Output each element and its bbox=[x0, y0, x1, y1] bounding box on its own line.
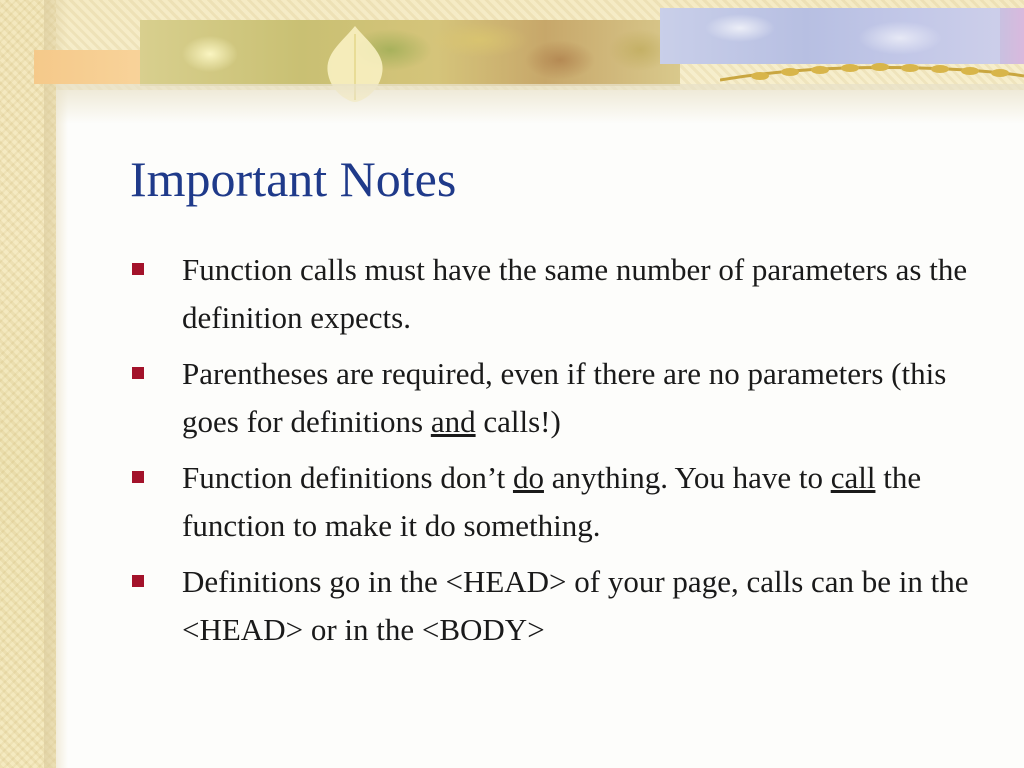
bullet-marker-icon bbox=[132, 367, 144, 379]
bullet-text: the function to make it do something. bbox=[182, 460, 922, 543]
bullet-item bbox=[130, 558, 1000, 654]
underlined-text: call bbox=[830, 460, 876, 495]
underlined-text: do bbox=[512, 460, 544, 495]
bullet-marker-icon bbox=[132, 575, 144, 587]
header-shadow bbox=[56, 84, 1024, 124]
underlined-text: and bbox=[430, 404, 476, 439]
bullet-item bbox=[130, 454, 1000, 550]
bullet-item bbox=[130, 350, 1000, 446]
bullet-list bbox=[130, 246, 1000, 662]
wheat-icon bbox=[720, 56, 1024, 86]
bullet-marker-icon bbox=[132, 263, 144, 275]
slide-title: Important Notes bbox=[130, 151, 457, 207]
bullet-text: Parentheses are required, even if there are no parameters (this goes for definitions bbox=[182, 356, 947, 439]
bullet-text: calls!) bbox=[475, 404, 561, 439]
bullet-text: Definitions go in the <HEAD> of your page, calls can be in the <HEAD> or in the <BODY> bbox=[182, 564, 969, 647]
bullet-text: Function calls must have the same number of parameters as the definition expects. bbox=[182, 252, 968, 335]
bullet-item bbox=[130, 246, 1000, 342]
leaf-banner-image bbox=[140, 20, 680, 86]
bullet-marker-icon bbox=[132, 471, 144, 483]
orange-accent-bar bbox=[34, 50, 146, 84]
bullet-text: Function definitions don’t bbox=[182, 460, 513, 495]
bullet-text: anything. You have to bbox=[543, 460, 831, 495]
